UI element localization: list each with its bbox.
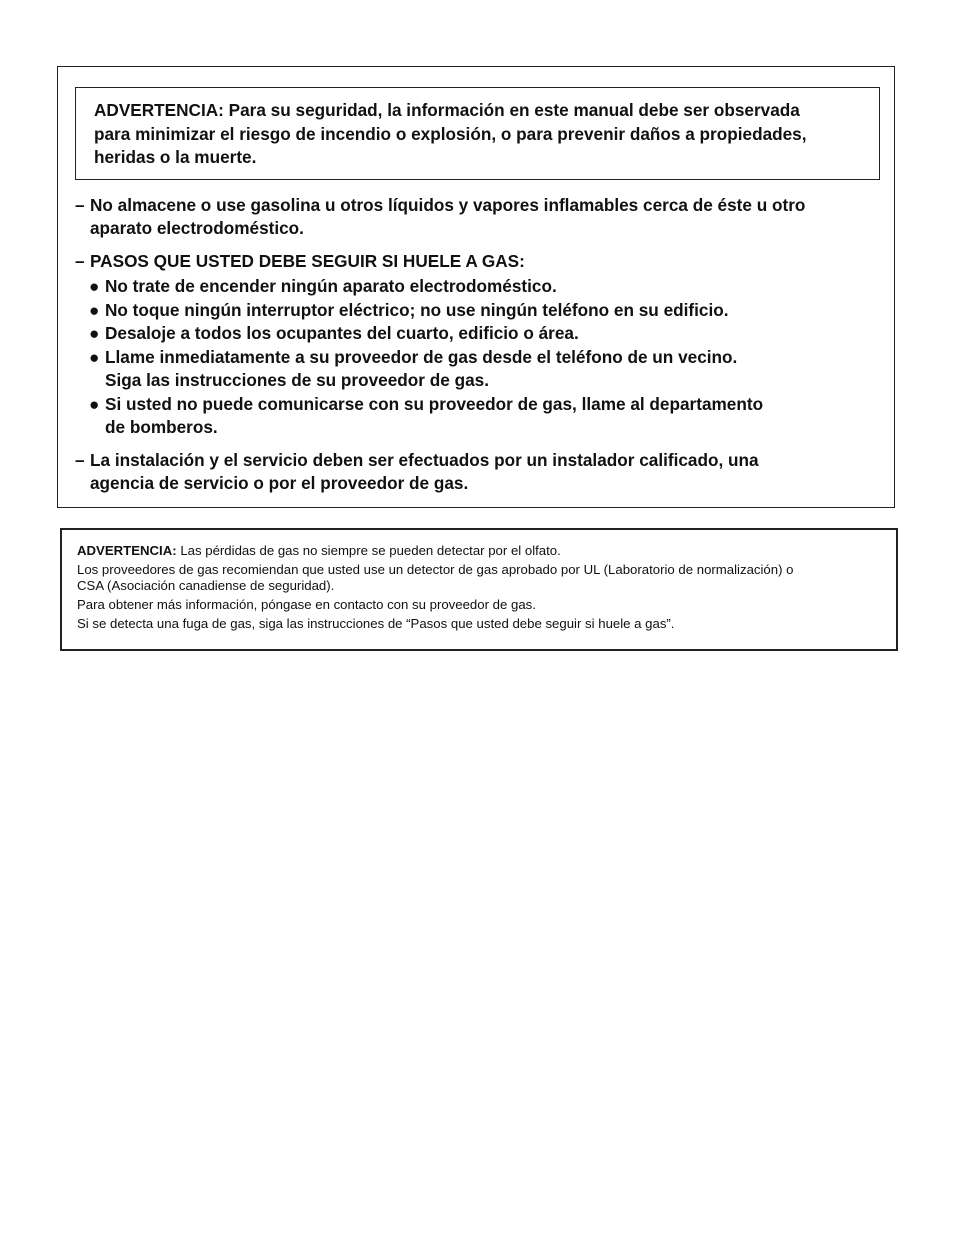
steps-bullet-list [89,275,763,440]
detector-recommendation: Los proveedores de gas recomiendan que usted use un detector de gas aprobado por UL (Laboratorio de normalización) o CSA (Asociación canadiense de seguridad). [77,561,794,594]
dash-item-installation [75,449,759,494]
warning-header-line: para minimizar el riesgo de incendio o explosión, o para prevenir daños a propiedades, [94,123,807,144]
dash-symbol: – [75,195,85,215]
bullet-icon: ● [89,323,100,343]
gas-detection-warning-box [60,528,898,651]
warning-header-box [75,87,880,180]
list-item: ● Desaloje a todos los ocupantes del cuarto, edificio o área. [89,322,763,346]
bullet-icon: ● [89,276,100,296]
dash-item-text: La instalación y el servicio deben ser efectuados por un instalador calificado, una [90,450,759,470]
dash-symbol: – [75,251,85,271]
bullet-icon: ● [89,346,100,367]
contact-supplier-text: Para obtener más información, póngase en contacto con su proveedor de gas. [77,596,536,612]
warning-header-line: ADVERTENCIA: Para su seguridad, la información en este manual debe ser observada [94,100,800,120]
main-warning-box [57,66,895,508]
list-item: ● No toque ningún interruptor eléctrico; no use ningún teléfono en su edificio. [89,299,763,323]
gas-detection-intro [77,543,881,559]
warning-text: Las pérdidas de gas no siempre se pueden detectar por el olfato. [180,543,561,558]
list-item: ● Llame inmediatamente a su proveedor de gas desde el teléfono de un vecino. Siga las instrucciones de su proveedor de gas. [89,346,738,390]
leak-instructions-text: Si se detecta una fuga de gas, siga las instrucciones de “Pasos que usted debe seguir si huele a gas”. [77,615,675,631]
dash-item-storage [75,194,805,239]
dash-symbol: – [75,450,85,470]
dash-item-steps-heading [75,250,525,273]
bullet-icon: ● [89,393,100,414]
list-item: ● Si usted no puede comunicarse con su proveedor de gas, llame al departamento de bomberos. [89,393,764,437]
dash-item-text: agencia de servicio o por el proveedor de gas. [90,472,469,493]
list-item: ● No trate de encender ningún aparato electrodoméstico. [89,275,763,299]
dash-item-text: aparato electrodoméstico. [90,217,304,238]
bullet-icon: ● [89,299,100,320]
dash-item-text: No almacene o use gasolina u otros líquidos y vapores inflamables cerca de éste u otro [90,195,806,215]
steps-heading: PASOS QUE USTED DEBE SEGUIR SI HUELE A GAS: [90,251,525,271]
warning-label: ADVERTENCIA: [77,543,177,558]
warning-header-line: heridas o la muerte. [94,147,257,167]
